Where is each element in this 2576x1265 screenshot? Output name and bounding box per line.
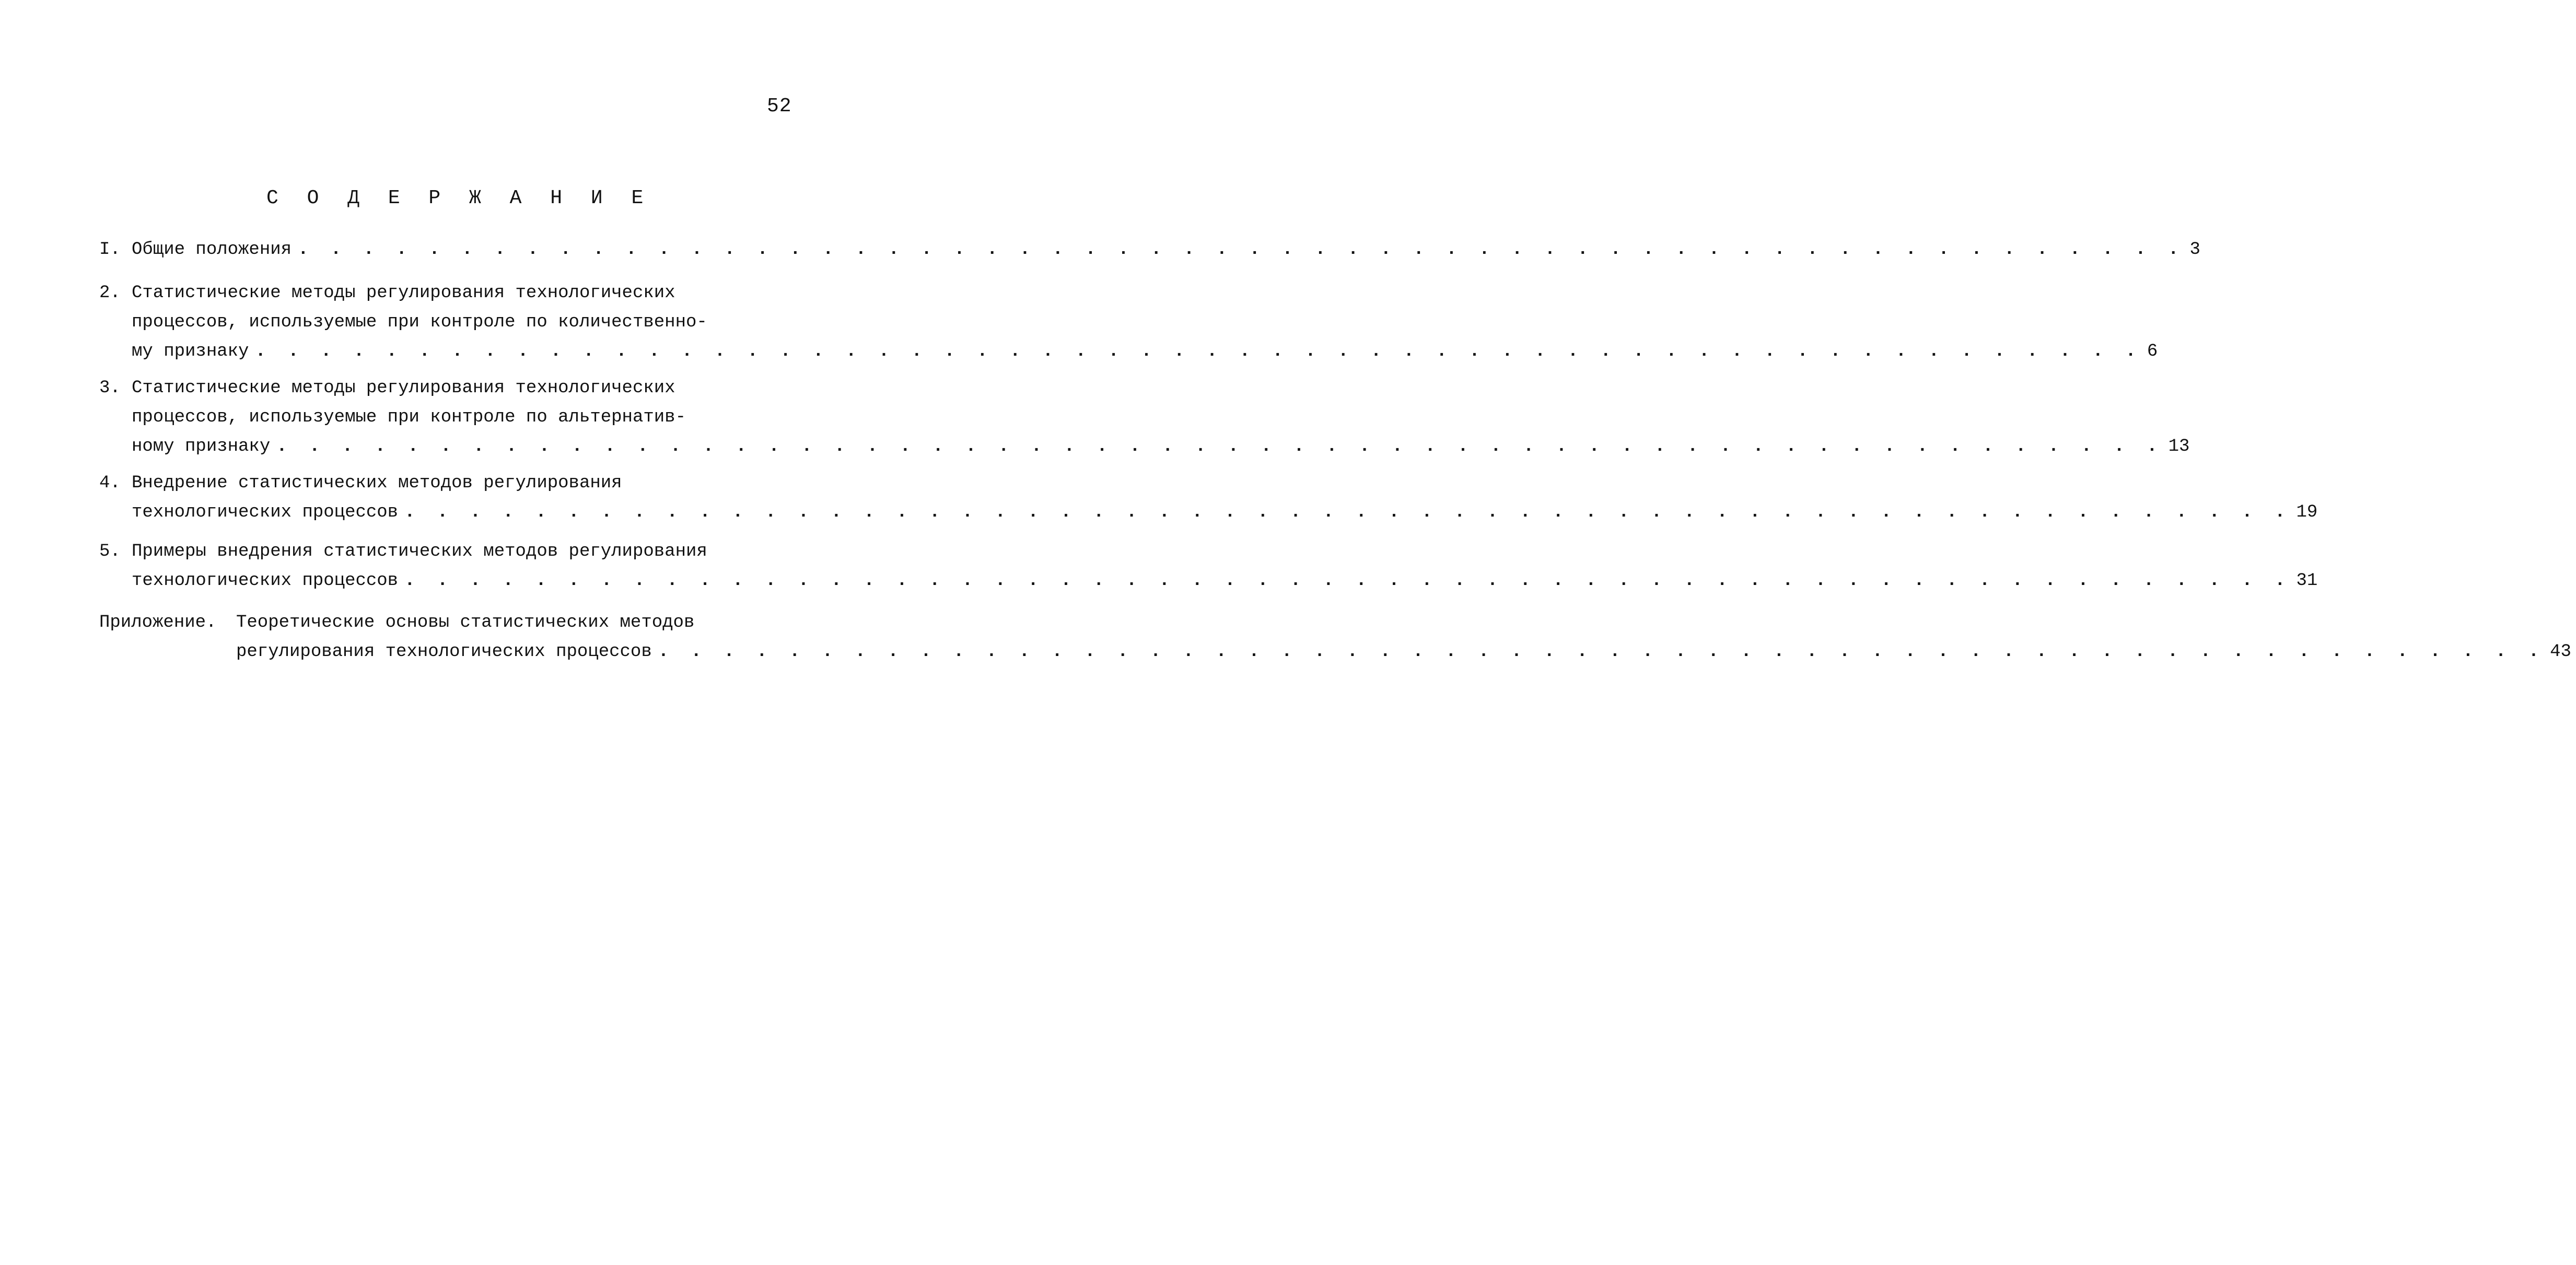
toc-entry-title: Общие положения — [132, 240, 292, 260]
toc-entry-page: 19 — [2296, 502, 2318, 522]
appendix-label: Приложение. — [99, 613, 217, 632]
toc-entry-title-line: процессов, используемые при контроле по количественно- — [132, 312, 707, 332]
page-number: 52 — [767, 95, 792, 118]
dot-leader: . . . . . . . . . . . . . . . . . . . . . . . . . . . . . . . . . . . . . . . . . . . . . . . . . . . . . . . . . . — [276, 437, 2163, 456]
toc-entry-title-line: Статистические методы регулирования технологических — [132, 283, 675, 303]
toc-entry-5 — [99, 537, 2318, 595]
toc-entry-3 — [99, 373, 2190, 461]
toc-entry-number: I. — [99, 240, 121, 260]
toc-entry-title-line: Внедрение статистических методов регулирования — [132, 473, 622, 493]
dot-leader: . . . . . . . . . . . . . . . . . . . . . . . . . . . . . . . . . . . . . . . . . . . . . . . . . . . . . . . . . . — [298, 240, 2185, 260]
toc-entry-title-line: процессов, используемые при контроле по альтернатив- — [132, 407, 686, 427]
toc-entry-title-line: Статистические методы регулирования технологических — [132, 378, 675, 398]
toc-entry-page: 31 — [2296, 571, 2318, 591]
appendix-page: 43 — [2550, 642, 2571, 662]
toc-entry-2 — [99, 278, 2158, 366]
dot-leader: . . . . . . . . . . . . . . . . . . . . . . . . . . . . . . . . . . . . . . . . . . . . . . . . . . . . . . . . . . — [404, 571, 2291, 591]
appendix-title: регулирования технологических процессов — [236, 642, 652, 662]
toc-entry-page: 6 — [2147, 342, 2158, 361]
appendix-title-line: Теоретические основы статистических методов — [236, 613, 695, 632]
toc-entry-number: 4. — [99, 473, 121, 493]
toc-entry-number: 2. — [99, 283, 121, 303]
toc-entry-title: ному признаку — [132, 437, 271, 456]
toc-entry-title: технологических процессов — [132, 502, 399, 522]
dot-leader: . . . . . . . . . . . . . . . . . . . . . . . . . . . . . . . . . . . . . . . . . . . . . . . . . . . . . . . . . . — [658, 642, 2545, 662]
toc-entry-title: му признаку — [132, 342, 249, 361]
toc-entry-page: 3 — [2189, 240, 2200, 260]
toc-entry-number: 5. — [99, 542, 121, 561]
toc-appendix — [99, 608, 2571, 666]
toc-entry-title-line: Примеры внедрения статистических методов регулирования — [132, 542, 707, 561]
toc-entry-page: 13 — [2168, 437, 2190, 456]
toc-entry-1 — [99, 235, 2200, 264]
toc-entry-title: технологических процессов — [132, 571, 399, 591]
dot-leader: . . . . . . . . . . . . . . . . . . . . . . . . . . . . . . . . . . . . . . . . . . . . . . . . . . . . . . . . . . — [255, 342, 2142, 361]
toc-entry-4 — [99, 468, 2318, 527]
toc-title: С О Д Е Р Ж А Н И Е — [266, 187, 652, 209]
toc-entry-number: 3. — [99, 378, 121, 398]
dot-leader: . . . . . . . . . . . . . . . . . . . . . . . . . . . . . . . . . . . . . . . . . . . . . . . . . . . . . . . . . . — [404, 502, 2291, 522]
